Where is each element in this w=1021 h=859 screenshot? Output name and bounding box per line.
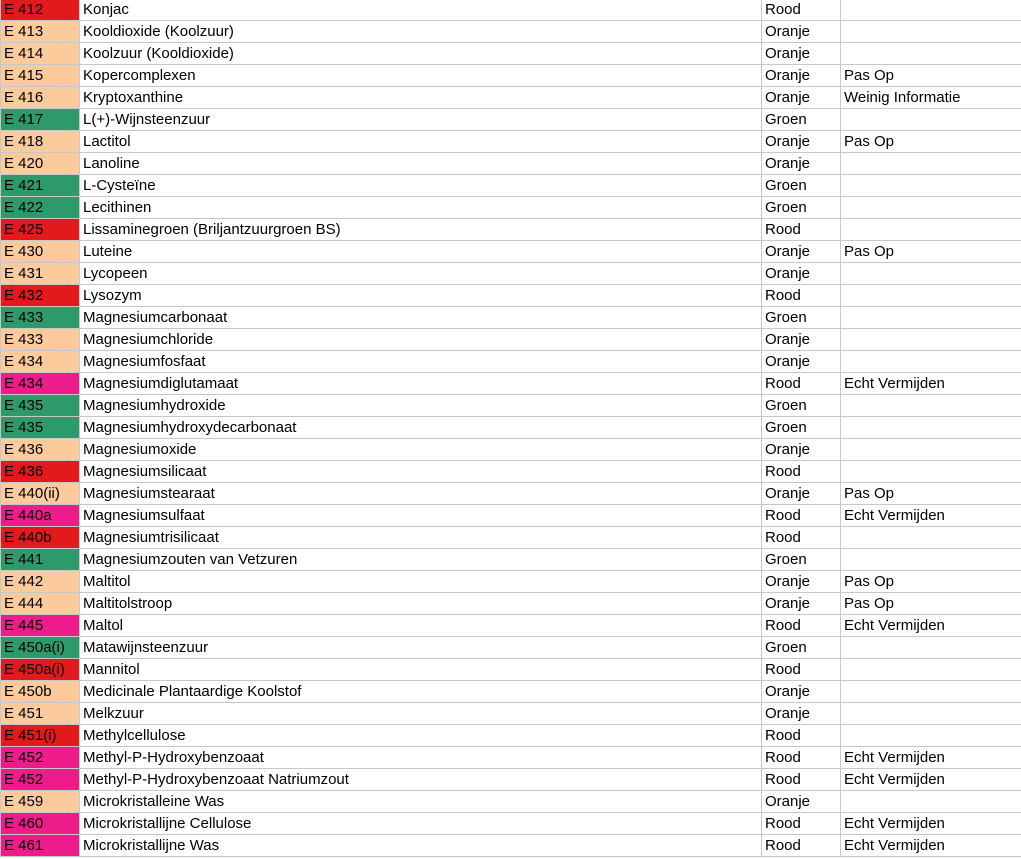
status-cell[interactable]: Oranje: [762, 87, 841, 109]
note-cell[interactable]: [841, 21, 1021, 43]
code-cell[interactable]: E 415: [1, 65, 80, 87]
table-row: [1, 21, 1021, 43]
status-cell[interactable]: Rood: [762, 835, 841, 857]
note-cell[interactable]: [841, 263, 1021, 285]
table-row: [1, 461, 1021, 483]
name-cell[interactable]: Magnesiumoxide: [80, 439, 762, 461]
name-cell[interactable]: Magnesiumzouten van Vetzuren: [80, 549, 762, 571]
status-cell[interactable]: Oranje: [762, 571, 841, 593]
name-cell[interactable]: Methylcellulose: [80, 725, 762, 747]
note-cell[interactable]: Echt Vermijden: [841, 505, 1021, 527]
name-cell[interactable]: Magnesiumstearaat: [80, 483, 762, 505]
status-cell[interactable]: Rood: [762, 725, 841, 747]
code-cell[interactable]: E 434: [1, 351, 80, 373]
code-cell[interactable]: E 418: [1, 131, 80, 153]
table-row: [1, 637, 1021, 659]
status-cell[interactable]: Groen: [762, 175, 841, 197]
name-cell[interactable]: Lycopeen: [80, 263, 762, 285]
status-cell[interactable]: Rood: [762, 219, 841, 241]
code-cell[interactable]: E 430: [1, 241, 80, 263]
status-cell[interactable]: Oranje: [762, 703, 841, 725]
note-cell[interactable]: Echt Vermijden: [841, 747, 1021, 769]
status-cell[interactable]: Groen: [762, 109, 841, 131]
note-cell[interactable]: [841, 175, 1021, 197]
name-cell[interactable]: Magnesiumhydroxide: [80, 395, 762, 417]
name-cell[interactable]: Microkristallijne Was: [80, 835, 762, 857]
table-row: [1, 483, 1021, 505]
name-cell[interactable]: Kopercomplexen: [80, 65, 762, 87]
note-cell[interactable]: Echt Vermijden: [841, 769, 1021, 791]
name-cell[interactable]: Lysozym: [80, 285, 762, 307]
name-cell[interactable]: Microkristallijne Cellulose: [80, 813, 762, 835]
name-cell[interactable]: Konjac: [80, 0, 762, 21]
table-row: [1, 549, 1021, 571]
table-row: [1, 681, 1021, 703]
status-cell[interactable]: Rood: [762, 461, 841, 483]
note-cell[interactable]: Pas Op: [841, 241, 1021, 263]
note-cell[interactable]: Echt Vermijden: [841, 813, 1021, 835]
table-row: [1, 505, 1021, 527]
code-cell[interactable]: E 452: [1, 769, 80, 791]
table-row: [1, 197, 1021, 219]
table-row: [1, 395, 1021, 417]
note-cell[interactable]: [841, 791, 1021, 813]
table-row: [1, 835, 1021, 857]
name-cell[interactable]: Melkzuur: [80, 703, 762, 725]
table-row: [1, 307, 1021, 329]
status-cell[interactable]: Oranje: [762, 483, 841, 505]
table-row: [1, 813, 1021, 835]
status-cell[interactable]: Oranje: [762, 593, 841, 615]
table-row: [1, 769, 1021, 791]
table-row: [1, 43, 1021, 65]
table-row: [1, 285, 1021, 307]
name-cell[interactable]: Magnesiumcarbonaat: [80, 307, 762, 329]
table-row: [1, 351, 1021, 373]
name-cell[interactable]: Maltitol: [80, 571, 762, 593]
name-cell[interactable]: Maltitolstroop: [80, 593, 762, 615]
table-row: [1, 219, 1021, 241]
note-cell[interactable]: Pas Op: [841, 65, 1021, 87]
table-row: [1, 65, 1021, 87]
status-cell[interactable]: Rood: [762, 747, 841, 769]
table-row: [1, 87, 1021, 109]
name-cell[interactable]: Medicinale Plantaardige Koolstof: [80, 681, 762, 703]
note-cell[interactable]: [841, 219, 1021, 241]
code-cell[interactable]: E 435: [1, 417, 80, 439]
code-cell[interactable]: E 452: [1, 747, 80, 769]
code-cell[interactable]: E 441: [1, 549, 80, 571]
status-cell[interactable]: Rood: [762, 0, 841, 21]
table-row: [1, 263, 1021, 285]
status-cell[interactable]: Oranje: [762, 241, 841, 263]
code-cell[interactable]: E 416: [1, 87, 80, 109]
name-cell[interactable]: Methyl-P-Hydroxybenzoaat Natriumzout: [80, 769, 762, 791]
table-row: [1, 747, 1021, 769]
code-cell[interactable]: E 414: [1, 43, 80, 65]
table-row: [1, 439, 1021, 461]
table-body: [1, 0, 1021, 857]
table-row: [1, 571, 1021, 593]
note-cell[interactable]: Pas Op: [841, 131, 1021, 153]
table-row: [1, 0, 1021, 21]
note-cell[interactable]: [841, 549, 1021, 571]
table-row: [1, 175, 1021, 197]
table-row: [1, 791, 1021, 813]
code-cell[interactable]: E 461: [1, 835, 80, 857]
code-cell[interactable]: E 433: [1, 307, 80, 329]
note-cell[interactable]: [841, 417, 1021, 439]
code-cell[interactable]: E 451(i): [1, 725, 80, 747]
status-cell[interactable]: Rood: [762, 615, 841, 637]
status-cell[interactable]: Rood: [762, 505, 841, 527]
note-cell[interactable]: [841, 439, 1021, 461]
code-cell[interactable]: E 451: [1, 703, 80, 725]
status-cell[interactable]: Rood: [762, 659, 841, 681]
note-cell[interactable]: [841, 681, 1021, 703]
code-cell[interactable]: E 442: [1, 571, 80, 593]
name-cell[interactable]: Magnesiumdiglutamaat: [80, 373, 762, 395]
status-cell[interactable]: Groen: [762, 307, 841, 329]
note-cell[interactable]: [841, 329, 1021, 351]
name-cell[interactable]: Koolzuur (Kooldioxide): [80, 43, 762, 65]
status-cell[interactable]: Oranje: [762, 329, 841, 351]
code-cell[interactable]: E 440b: [1, 527, 80, 549]
note-cell[interactable]: [841, 197, 1021, 219]
table-row: [1, 527, 1021, 549]
code-cell[interactable]: E 432: [1, 285, 80, 307]
status-cell[interactable]: Oranje: [762, 153, 841, 175]
code-cell[interactable]: E 420: [1, 153, 80, 175]
note-cell[interactable]: Echt Vermijden: [841, 373, 1021, 395]
name-cell[interactable]: Magnesiumchloride: [80, 329, 762, 351]
status-cell[interactable]: Rood: [762, 813, 841, 835]
note-cell[interactable]: [841, 703, 1021, 725]
name-cell[interactable]: Maltol: [80, 615, 762, 637]
table-row: [1, 417, 1021, 439]
name-cell[interactable]: L(+)-Wijnsteenzuur: [80, 109, 762, 131]
status-cell[interactable]: Groen: [762, 395, 841, 417]
note-cell[interactable]: [841, 43, 1021, 65]
note-cell[interactable]: [841, 659, 1021, 681]
code-cell[interactable]: E 450b: [1, 681, 80, 703]
name-cell[interactable]: Kooldioxide (Koolzuur): [80, 21, 762, 43]
status-cell[interactable]: Oranje: [762, 351, 841, 373]
code-cell[interactable]: E 444: [1, 593, 80, 615]
note-cell[interactable]: [841, 285, 1021, 307]
name-cell[interactable]: Lanoline: [80, 153, 762, 175]
code-cell[interactable]: E 434: [1, 373, 80, 395]
note-cell[interactable]: [841, 153, 1021, 175]
code-cell[interactable]: E 440(ii): [1, 483, 80, 505]
code-cell[interactable]: E 436: [1, 439, 80, 461]
code-cell[interactable]: E 459: [1, 791, 80, 813]
status-cell[interactable]: Oranje: [762, 791, 841, 813]
status-cell[interactable]: Rood: [762, 373, 841, 395]
code-cell[interactable]: E 440a: [1, 505, 80, 527]
status-cell[interactable]: Oranje: [762, 65, 841, 87]
name-cell[interactable]: Microkristalleine Was: [80, 791, 762, 813]
name-cell[interactable]: Luteine: [80, 241, 762, 263]
note-cell[interactable]: Pas Op: [841, 593, 1021, 615]
status-cell[interactable]: Rood: [762, 285, 841, 307]
note-cell[interactable]: [841, 725, 1021, 747]
status-cell[interactable]: Groen: [762, 637, 841, 659]
table-row: [1, 131, 1021, 153]
note-cell[interactable]: Pas Op: [841, 571, 1021, 593]
table-row: [1, 725, 1021, 747]
table-row: [1, 615, 1021, 637]
note-cell[interactable]: [841, 351, 1021, 373]
name-cell[interactable]: Magnesiumsulfaat: [80, 505, 762, 527]
code-cell[interactable]: E 413: [1, 21, 80, 43]
code-cell[interactable]: E 450a(i): [1, 637, 80, 659]
note-cell[interactable]: Echt Vermijden: [841, 615, 1021, 637]
table-row: [1, 703, 1021, 725]
code-cell[interactable]: E 433: [1, 329, 80, 351]
code-cell[interactable]: E 450a(i): [1, 659, 80, 681]
code-cell[interactable]: E 436: [1, 461, 80, 483]
name-cell[interactable]: Mannitol: [80, 659, 762, 681]
note-cell[interactable]: Echt Vermijden: [841, 835, 1021, 857]
name-cell[interactable]: Lecithinen: [80, 197, 762, 219]
name-cell[interactable]: Lactitol: [80, 131, 762, 153]
status-cell[interactable]: Rood: [762, 527, 841, 549]
code-cell[interactable]: E 431: [1, 263, 80, 285]
name-cell[interactable]: Lissaminegroen (Briljantzuurgroen BS): [80, 219, 762, 241]
note-cell[interactable]: [841, 527, 1021, 549]
status-cell[interactable]: Groen: [762, 549, 841, 571]
name-cell[interactable]: Magnesiumsilicaat: [80, 461, 762, 483]
table-row: [1, 153, 1021, 175]
code-cell[interactable]: E 417: [1, 109, 80, 131]
code-cell[interactable]: E 460: [1, 813, 80, 835]
status-cell[interactable]: Oranje: [762, 439, 841, 461]
status-cell[interactable]: Groen: [762, 197, 841, 219]
status-cell[interactable]: Oranje: [762, 21, 841, 43]
note-cell[interactable]: [841, 307, 1021, 329]
note-cell[interactable]: Weinig Informatie: [841, 87, 1021, 109]
note-cell[interactable]: [841, 637, 1021, 659]
status-cell[interactable]: Oranje: [762, 263, 841, 285]
name-cell[interactable]: Matawijnsteenzuur: [80, 637, 762, 659]
table-row: [1, 373, 1021, 395]
note-cell[interactable]: Pas Op: [841, 483, 1021, 505]
name-cell[interactable]: Methyl-P-Hydroxybenzoaat: [80, 747, 762, 769]
status-cell[interactable]: Groen: [762, 417, 841, 439]
name-cell[interactable]: Magnesiumfosfaat: [80, 351, 762, 373]
note-cell[interactable]: [841, 395, 1021, 417]
code-cell[interactable]: E 421: [1, 175, 80, 197]
code-cell[interactable]: E 435: [1, 395, 80, 417]
note-cell[interactable]: [841, 461, 1021, 483]
note-cell[interactable]: [841, 0, 1021, 21]
code-cell[interactable]: E 412: [1, 0, 80, 21]
code-cell[interactable]: E 445: [1, 615, 80, 637]
code-cell[interactable]: E 422: [1, 197, 80, 219]
name-cell[interactable]: Kryptoxanthine: [80, 87, 762, 109]
table-row: [1, 109, 1021, 131]
note-cell[interactable]: [841, 109, 1021, 131]
name-cell[interactable]: L-Cysteïne: [80, 175, 762, 197]
table-row: [1, 241, 1021, 263]
status-cell[interactable]: Oranje: [762, 131, 841, 153]
status-cell[interactable]: Oranje: [762, 43, 841, 65]
name-cell[interactable]: Magnesiumtrisilicaat: [80, 527, 762, 549]
name-cell[interactable]: Magnesiumhydroxydecarbonaat: [80, 417, 762, 439]
table-row: [1, 593, 1021, 615]
code-cell[interactable]: E 425: [1, 219, 80, 241]
status-cell[interactable]: Oranje: [762, 681, 841, 703]
status-cell[interactable]: Rood: [762, 769, 841, 791]
table-row: [1, 659, 1021, 681]
table-row: [1, 329, 1021, 351]
